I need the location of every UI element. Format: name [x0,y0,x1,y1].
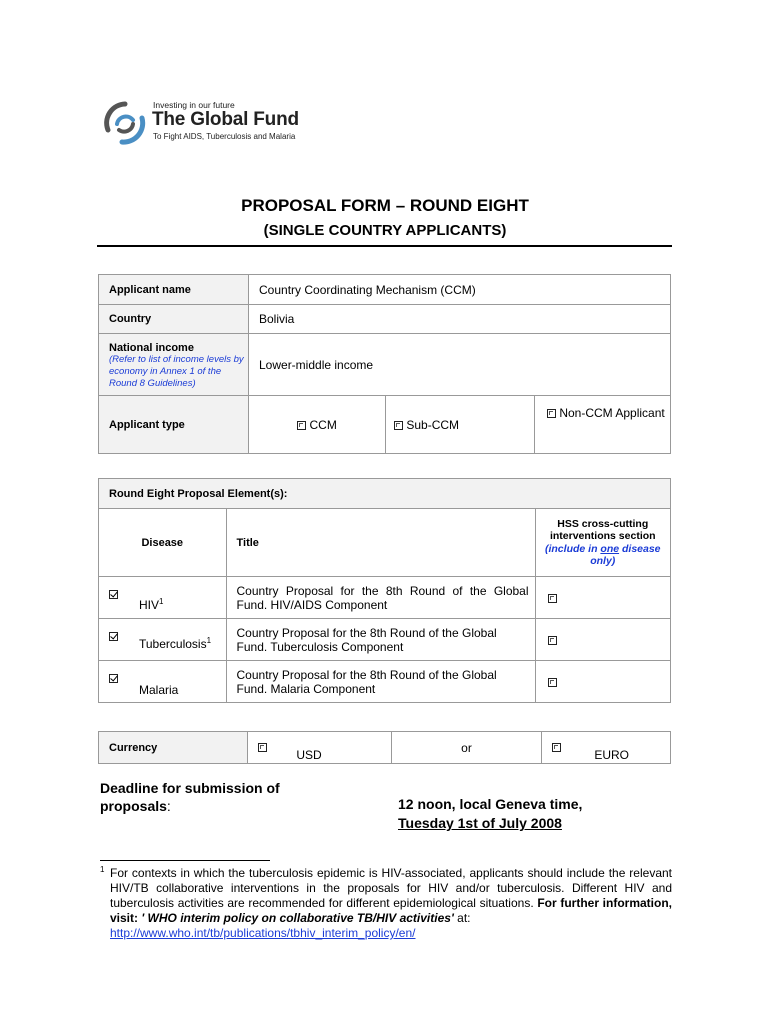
ccm-option-label: CCM [309,417,337,432]
usd-option-label: USD [296,748,322,762]
hss-note-pre: (include in [544,542,601,555]
currency-label: Currency [99,732,248,764]
applicant-type-label: Applicant type [99,396,249,454]
deadline-label-line2 [100,797,280,815]
tb-footnote-marker: 1 [206,635,212,645]
national-income-label: National income [109,342,194,354]
global-fund-swirl-icon [102,100,148,146]
tb-disease-label: Tuberculosis [139,636,207,651]
tb-title-cell: Country Proposal for the 8th Round of the Global Fund. Tuberculosis Component [226,619,535,661]
deadline-value [398,795,582,833]
country-value: Bolivia [249,305,671,334]
hiv-disease-label: HIV [139,597,160,612]
euro-checkbox-icon[interactable] [552,743,561,752]
tb-hss-checkbox-icon[interactable] [548,636,557,645]
tb-checkbox-cell[interactable] [99,619,140,661]
proposal-elements-table [98,478,671,703]
title-column-header: Title [226,509,535,577]
deadline-label-colon: : [166,798,171,814]
logo-tagline: Investing in our future [153,100,235,110]
footnote-text: For contexts in which the tuberculosis epidemic is HIV-associated, applicants should include the relevant HIV/TB collaborative interventions in the proposals for HIV and/or tuberculosis. Different HIV and tuberculosis activities are recommended for different epidemiological situations. [110,866,672,910]
hiv-hss-checkbox-icon[interactable] [548,594,557,603]
logo-subtitle: To Fight AIDS, Tuberculosis and Malaria [153,132,296,141]
malaria-title-cell: Country Proposal for the 8th Round of the Global Fund. Malaria Component [226,661,535,703]
deadline-value-line2: Tuesday 1st of July 2008 [398,815,562,831]
footnote-policy-title: ' WHO interim policy on collaborative TB/HIV activities' [141,911,454,925]
malaria-hss-cell[interactable] [535,661,670,703]
proposal-elements-header: Round Eight Proposal Element(s): [99,479,671,509]
malaria-disease-label: Malaria [139,682,179,697]
sub-ccm-option-label: Sub-CCM [406,417,460,432]
currency-euro-cell[interactable] [542,732,671,764]
page-subtitle: (SINGLE COUNTRY APPLICANTS) [263,222,507,239]
hss-column-header [535,509,670,577]
hss-column-note [545,543,661,568]
footnote-separator [100,860,270,861]
applicant-type-sub-ccm[interactable] [386,396,535,454]
non-ccm-option-label: Non-CCM Applicant [559,406,665,420]
usd-checkbox-icon[interactable] [258,743,267,752]
currency-table [98,731,671,764]
national-income-value: Lower-middle income [249,334,671,396]
euro-option-label: EURO [594,748,630,762]
table-row [99,661,671,703]
sub-ccm-checkbox-icon[interactable] [394,421,403,430]
title-underline [97,245,672,247]
applicant-type-non-ccm[interactable] [535,396,671,454]
tb-disease-cell [139,619,226,661]
currency-usd-cell[interactable] [248,732,392,764]
tb-hss-cell[interactable] [535,619,670,661]
page-title: PROPOSAL FORM – ROUND EIGHT [241,196,529,215]
applicant-name-value: Country Coordinating Mechanism (CCM) [249,275,671,305]
disease-column-header: Disease [99,509,227,577]
tb-checkbox-icon[interactable] [109,632,118,641]
hiv-title-cell: Country Proposal for the 8th Round of the Global Fund. HIV/AIDS Component [226,577,535,619]
deadline-label-proposals: proposals [100,798,167,814]
national-income-cell [99,334,249,396]
footnote-at: at: [453,911,471,925]
malaria-checkbox-icon[interactable] [109,674,118,683]
malaria-checkbox-cell[interactable] [99,661,140,703]
footnote-link[interactable]: http://www.who.int/tb/publications/tbhiv_interim_policy/en/ [110,926,416,940]
footnote-marker: 1 [100,865,105,874]
applicant-name-label: Applicant name [99,275,249,305]
currency-or: or [392,732,542,764]
hiv-hss-cell[interactable] [535,577,670,619]
hiv-disease-cell [139,577,226,619]
table-row [99,619,671,661]
hss-note-post: disease only) [590,542,661,567]
hiv-checkbox-cell[interactable] [99,577,140,619]
applicant-type-ccm[interactable] [249,396,386,454]
national-income-note: (Refer to list of income levels by economy in Annex 1 of the Round 8 Guidelines) [109,354,244,389]
non-ccm-checkbox-icon[interactable] [547,409,556,418]
footnote [100,866,672,941]
malaria-disease-cell [139,661,226,703]
malaria-hss-checkbox-icon[interactable] [548,678,557,687]
deadline-label [100,779,280,815]
hiv-checkbox-icon[interactable] [109,590,118,599]
footnote-bold-lead: For further information, visit: [110,896,672,925]
global-fund-logo [102,98,302,148]
country-label: Country [99,305,249,334]
table-row [99,577,671,619]
hss-column-title: HSS cross-cutting interventions section [549,517,656,542]
ccm-checkbox-icon[interactable] [297,421,306,430]
deadline-value-line1: 12 noon, local Geneva time, [398,796,583,812]
hss-note-one: one [600,542,620,555]
applicant-table [98,274,671,454]
deadline-label-line1: Deadline for submission of [100,780,280,796]
logo-name: The Global Fund [152,109,299,130]
hiv-footnote-marker: 1 [159,596,164,606]
